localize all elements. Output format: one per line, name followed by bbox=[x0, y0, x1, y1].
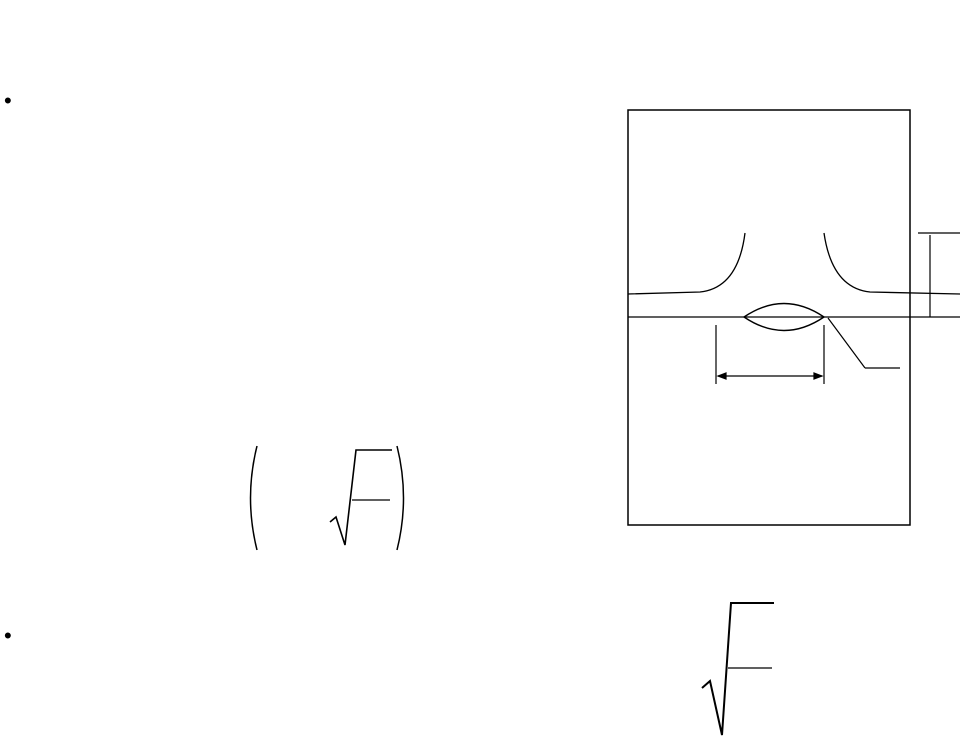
bullet-marker: • bbox=[4, 88, 12, 113]
sigma-max-dimension bbox=[918, 233, 960, 317]
formula2-parentheses bbox=[251, 446, 404, 550]
rho-leader bbox=[828, 318, 900, 368]
formula3-radical bbox=[702, 603, 774, 735]
plate-diagram bbox=[628, 110, 960, 525]
bullet-marker: • bbox=[4, 623, 12, 648]
formula2-radical bbox=[330, 450, 392, 545]
dimension-2a bbox=[716, 325, 824, 384]
